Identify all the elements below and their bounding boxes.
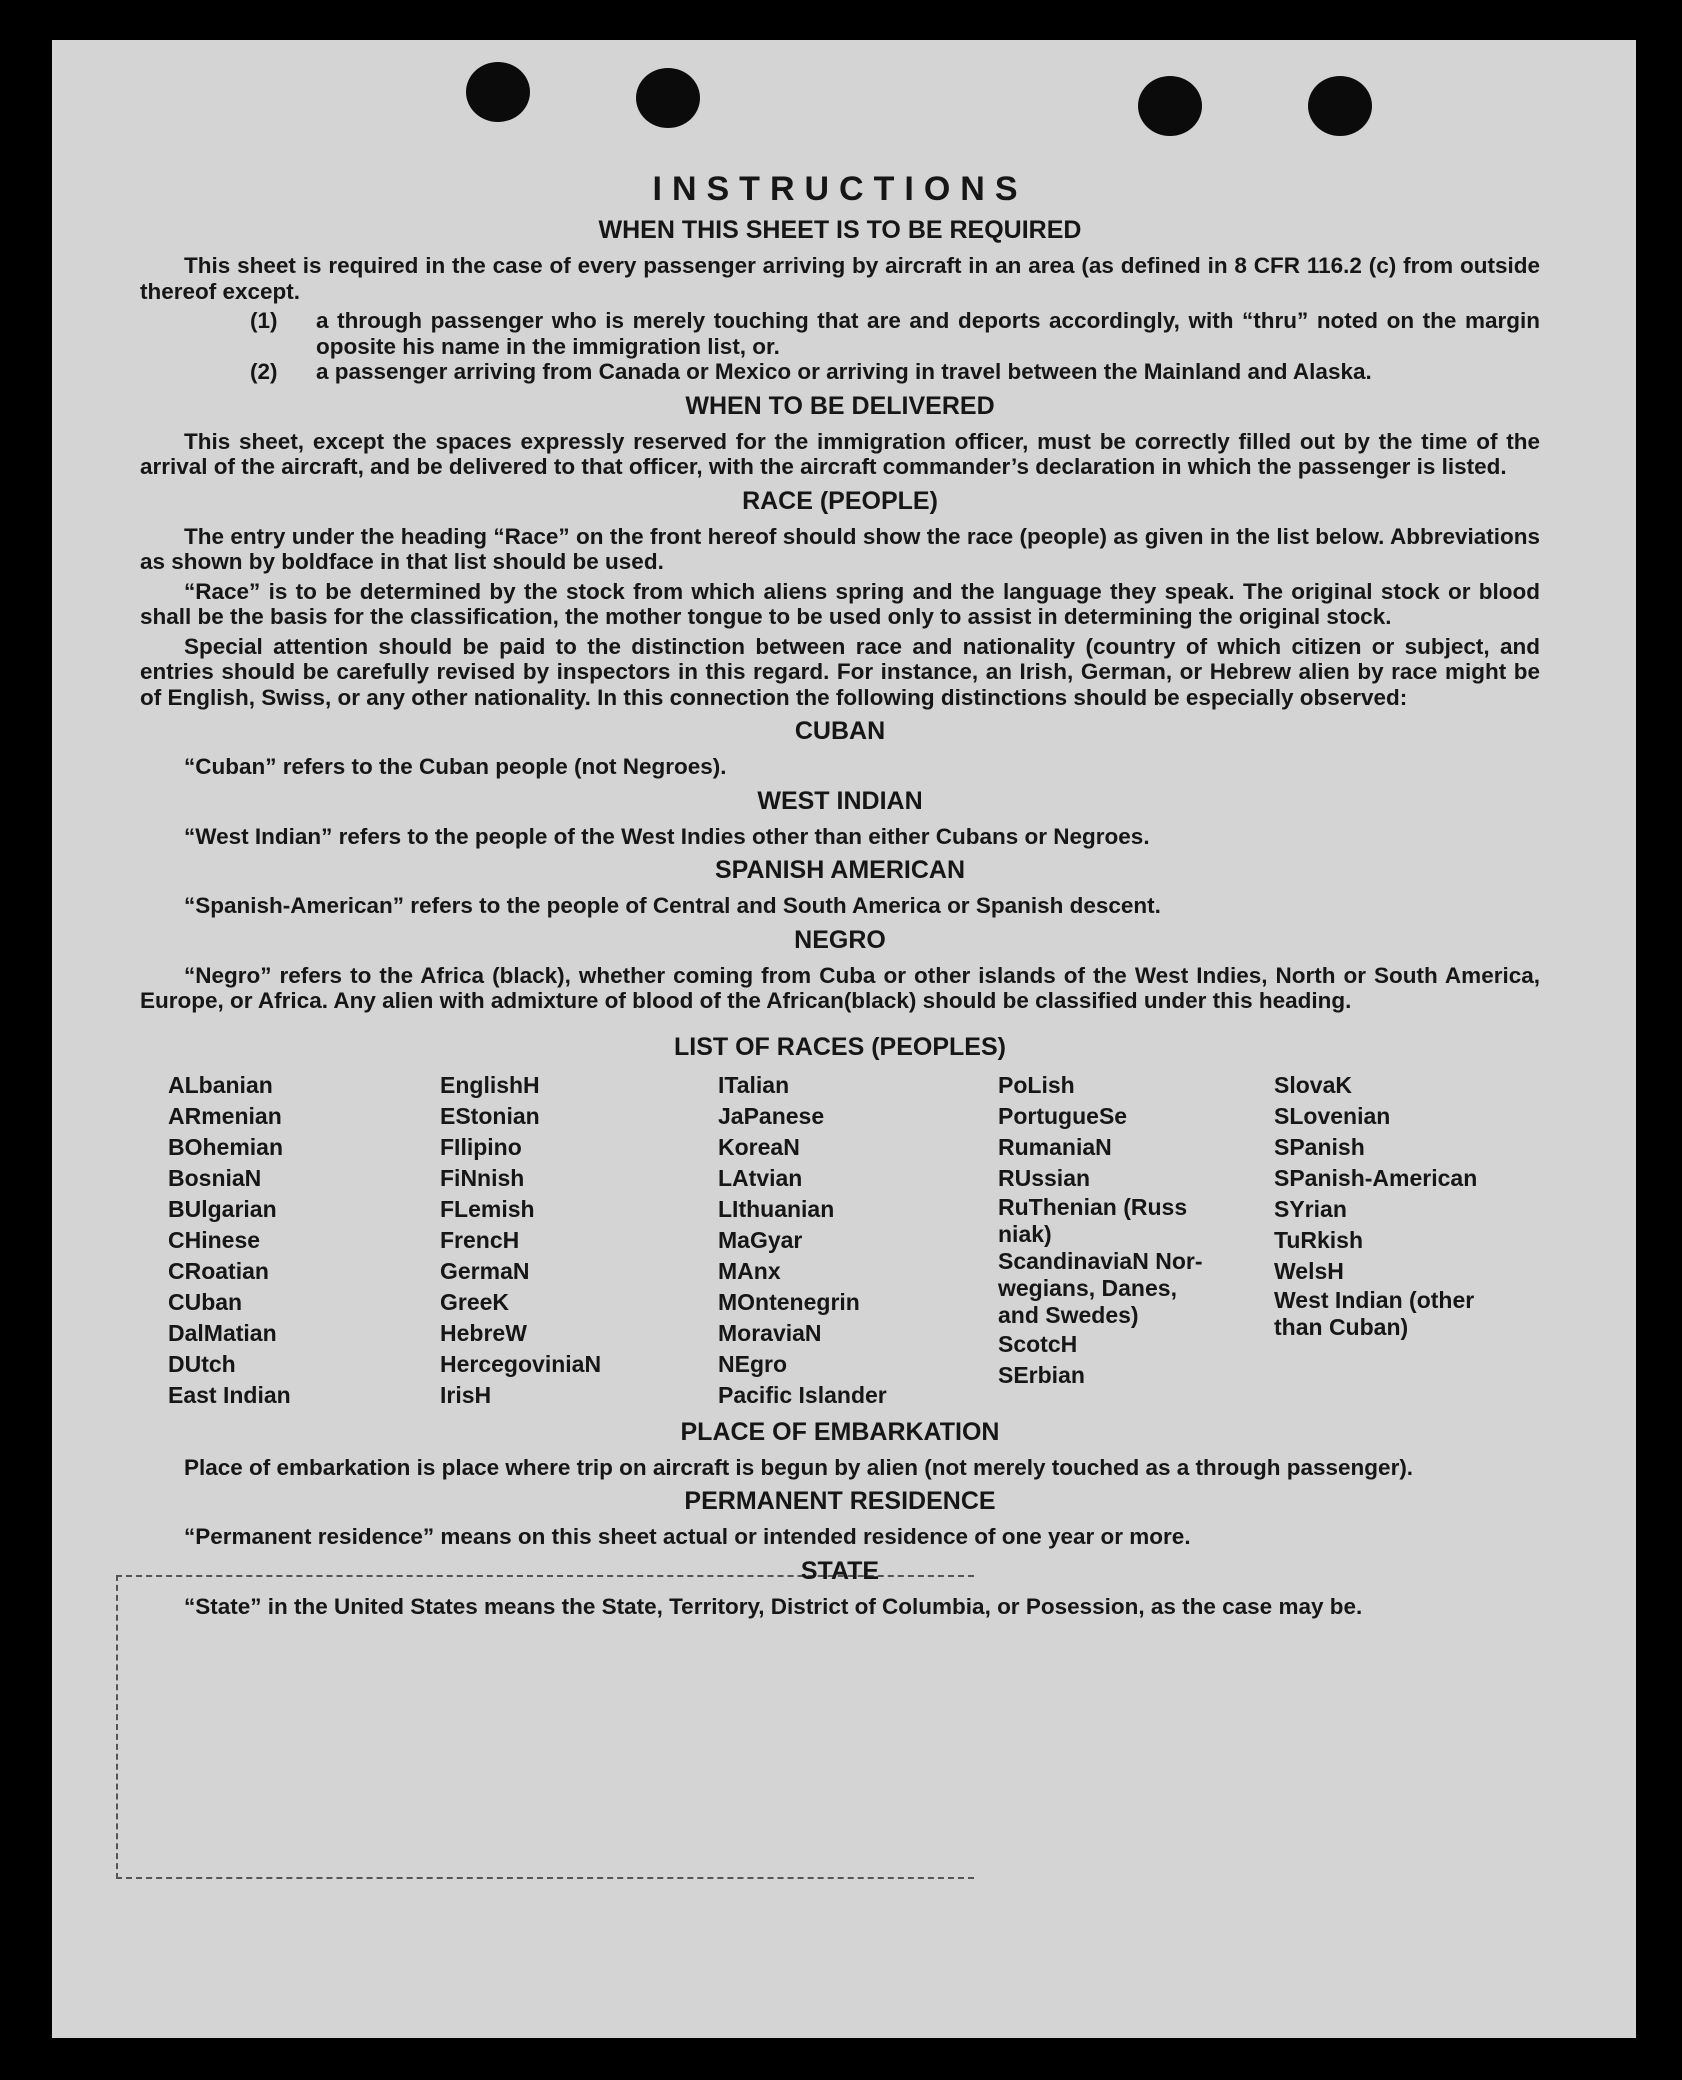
condition-number: (1) (250, 308, 278, 333)
embarkation-text: Place of embarkation is place where trip on aircraft is begun by alien (not merely touched as a through passenger). (184, 1454, 1414, 1480)
section-heading-list-of-races: LIST OF RACES (PEOPLES) (674, 1032, 1006, 1061)
section-heading-embarkation: PLACE OF EMBARKATION (680, 1417, 1000, 1446)
race-entry: BUlgarian (168, 1195, 277, 1222)
race-entry: GreeK (440, 1288, 510, 1315)
race-entry: CUban (168, 1288, 243, 1315)
race-paragraph-1: The entry under the heading “Race” on the front hereof should show the race (people) as given in the list below. Abbreviations as shown by boldface in that list should be used. (140, 523, 1540, 574)
race-entry: EStonian (440, 1102, 540, 1129)
race-entry: EnglishH (440, 1071, 540, 1098)
condition-item (140, 308, 1540, 359)
race-entry: FiNnish (440, 1164, 525, 1191)
section-heading-race: RACE (PEOPLE) (742, 486, 938, 515)
cuban-text: “Cuban” refers to the Cuban people (not Negroes). (184, 754, 727, 779)
section-heading-west-indian: WEST INDIAN (757, 786, 923, 815)
race-entry: LIthuanian (718, 1195, 835, 1222)
race-entry: SlovaK (1274, 1071, 1352, 1098)
section-heading-negro: NEGRO (794, 925, 886, 954)
race-entry: PortugueSe (998, 1102, 1128, 1129)
race-column (998, 1070, 1274, 1411)
section-heading-cuban: CUBAN (794, 717, 886, 745)
when-delivered-text: This sheet, except the spaces expressly reserved for the immigration officer, must be correctly filled out by the time of the arrival of the aircraft, and be delivered to that officer, with the aircraft commander’s declaration in which the passenger is listed. (140, 428, 1540, 479)
negro-text: “Negro” refers to the Africa (black), whether coming from Cuba or other islands of the West Indies, North or South America, Europe, or Africa. Any alien with admixture of blood of the African(black) should be classified under this heading. (140, 962, 1540, 1013)
section-heading-when-required: WHEN THIS SHEET IS TO BE REQUIRED (598, 216, 1082, 244)
race-entry: MOntenegrin (718, 1288, 860, 1315)
race-entry: PoLish (998, 1071, 1075, 1098)
race-entry: GermaN (440, 1257, 530, 1284)
spanish-american-text: “Spanish-American” refers to the people of Central and South America or Spanish descent. (184, 893, 1161, 918)
when-required-intro: This sheet is required in the case of every passenger arriving by aircraft in an area (as defined in 8 CFR 116.2 (c) from outside thereof except. (140, 253, 1540, 304)
race-entry: CHinese (168, 1226, 261, 1253)
race-entry: East Indian (168, 1381, 291, 1408)
race-entry: DalMatian (168, 1319, 277, 1346)
state-text: “State” in the United States means the State, Territory, District of Columbia, or Posession, as the case may be. (184, 1593, 1363, 1619)
race-entry: ScotcH (998, 1330, 1078, 1357)
race-entry: ScandinaviaN Nor- wegians, Danes, and Swedes) (998, 1247, 1203, 1328)
race-entry: FrencH (440, 1226, 520, 1253)
race-entry: KoreaN (718, 1133, 800, 1160)
residence-text: “Permanent residence” means on this sheet actual or intended residence of one year or more. (184, 1524, 1191, 1549)
race-entry: CRoatian (168, 1257, 269, 1284)
punch-hole (636, 68, 700, 128)
race-entry: SErbian (998, 1361, 1085, 1388)
race-column (440, 1070, 718, 1411)
race-entry: FIlipino (440, 1133, 522, 1160)
condition-item (140, 359, 1540, 385)
punch-hole (466, 62, 530, 122)
race-entry: HebreW (440, 1319, 527, 1346)
race-entry: ARmenian (168, 1102, 282, 1129)
race-entry: BosniaN (168, 1164, 262, 1191)
race-entry: LAtvian (718, 1164, 803, 1191)
race-entry: HercegoviniaN (440, 1350, 602, 1377)
race-entry: BOhemian (168, 1133, 284, 1160)
condition-number: (2) (250, 359, 278, 384)
race-entry: MoraviaN (718, 1319, 822, 1346)
west-indian-text: “West Indian” refers to the people of the West Indies other than either Cubans or Negroes. (184, 823, 1150, 849)
race-entry: WelsH (1274, 1257, 1344, 1284)
race-paragraph-3: Special attention should be paid to the distinction between race and nationality (country of which citizen or subject, and entries should be carefully revised by inspectors in this regard. For instance, an Irish, German, or Hebrew alien by race might be of English, Swiss, or any other nationality. In this connection the following distinctions should be especially observed: (140, 633, 1540, 710)
race-entry: RuThenian (Russ niak) (998, 1193, 1188, 1247)
race-entry: West Indian (other than Cuban) (1274, 1286, 1475, 1340)
document-sheet (52, 40, 1636, 2038)
race-entry: NEgro (718, 1350, 787, 1377)
race-entry: SPanish (1274, 1133, 1365, 1160)
race-entry: MAnx (718, 1257, 781, 1284)
race-entry: Pacific Islander (718, 1381, 887, 1408)
section-heading-state: STATE (800, 1556, 880, 1585)
race-entry: SPanish-American (1274, 1164, 1478, 1191)
punch-hole (1308, 76, 1372, 136)
race-entry: ALbanian (168, 1071, 273, 1098)
race-entry: RUssian (998, 1164, 1091, 1191)
condition-text: a through passenger who is merely touching that are and deports accordingly, with “thru” noted on the margin oposite his name in the immigration list, or. (316, 308, 1540, 359)
race-column (168, 1070, 440, 1411)
section-heading-when-delivered: WHEN TO BE DELIVERED (685, 391, 995, 420)
race-entry: FLemish (440, 1195, 535, 1222)
race-column (718, 1070, 998, 1411)
race-entry: ITalian (718, 1071, 790, 1098)
race-entry: RumaniaN (998, 1133, 1112, 1160)
race-entry: TuRkish (1274, 1226, 1364, 1253)
race-entry: IrisH (440, 1381, 492, 1408)
race-list (168, 1070, 1540, 1411)
race-entry: SLovenian (1274, 1102, 1391, 1129)
section-heading-residence: PERMANENT RESIDENCE (684, 1487, 996, 1515)
condition-text: a passenger arriving from Canada or Mexico or arriving in travel between the Mainland and Alaska. (316, 359, 1372, 384)
race-entry: MaGyar (718, 1226, 803, 1253)
instructions-body (140, 170, 1540, 1623)
race-paragraph-2: “Race” is to be determined by the stock from which aliens spring and the language they speak. The original stock or blood shall be the basis for the classification, the mother tongue to be used only to assist in determining the original stock. (140, 578, 1540, 629)
race-entry: DUtch (168, 1350, 236, 1377)
race-entry: SYrian (1274, 1195, 1347, 1222)
race-column (1274, 1070, 1534, 1411)
punch-hole (1138, 76, 1202, 136)
section-heading-spanish-american: SPANISH AMERICAN (714, 856, 965, 884)
page-title: INSTRUCTIONS (652, 170, 1028, 208)
race-entry: JaPanese (718, 1102, 825, 1129)
